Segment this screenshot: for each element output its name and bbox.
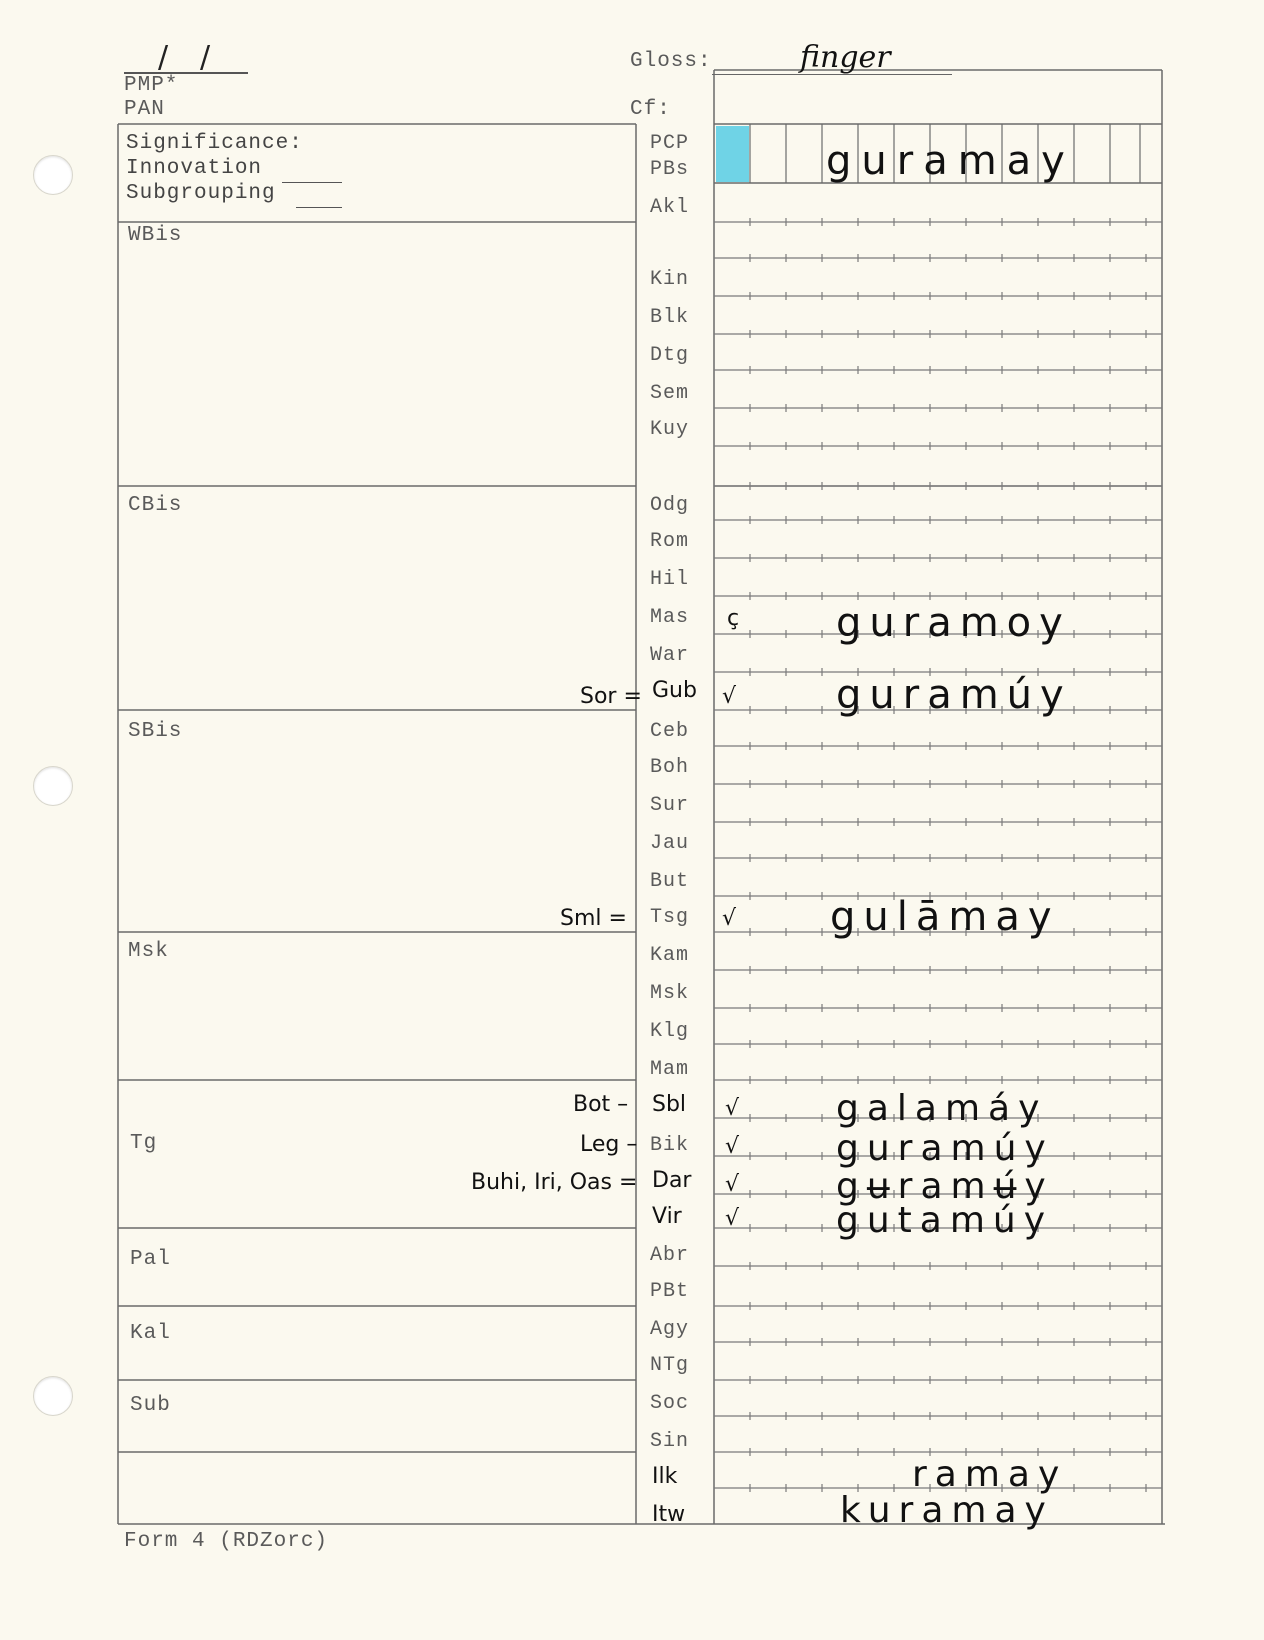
lang-code-pcp: PCP [650, 132, 690, 155]
lang-code-pbs: PBs [650, 158, 690, 181]
check-mas: ç [727, 606, 740, 631]
lang-code-odg: Odg [650, 494, 690, 517]
group-wbis: WBis [128, 224, 183, 247]
lang-code-mas: Mas [650, 606, 690, 629]
lang-code-kuy: Kuy [650, 418, 690, 441]
lang-code-itw: Itw [652, 1502, 686, 1527]
lang-code-blk: Blk [650, 306, 690, 329]
pan-label: PAN [124, 98, 165, 121]
innovation-blank [282, 182, 342, 183]
form-sbl: galamáy [836, 1088, 1048, 1129]
lang-code-dar: Dar [652, 1168, 692, 1193]
lang-code-klg: Klg [650, 1020, 690, 1043]
form-pbs: guramay [826, 138, 1075, 184]
lang-code-sbl: Sbl [652, 1092, 687, 1117]
gloss-label: Gloss: [630, 50, 712, 73]
date-mark-2: / [200, 40, 211, 75]
group-pal: Pal [130, 1248, 171, 1271]
date-mark-1: / [158, 40, 169, 75]
subgrouping-label: Subgrouping [126, 182, 276, 205]
annotation-bot: Bot – [573, 1092, 629, 1117]
innovation-label: Innovation [126, 157, 263, 180]
form-mas: guramoy [836, 600, 1071, 646]
form-ilk: ramay [912, 1454, 1068, 1495]
form-footer-label: Form 4 (RDZorc) [124, 1530, 329, 1553]
annotation-sor: Sor = [580, 684, 642, 709]
pcp-highlight [716, 126, 749, 182]
lang-code-kam: Kam [650, 944, 690, 967]
annotation-buhi: Buhi, Iri, Oas = [471, 1170, 638, 1195]
form-dar: gʉramʉ́y [836, 1166, 1054, 1207]
group-sbis: SBis [128, 720, 183, 743]
lang-code-rom: Rom [650, 530, 690, 553]
subgrouping-blank [296, 207, 342, 208]
lang-code-sem: Sem [650, 382, 690, 405]
lang-code-akl: Akl [650, 196, 690, 219]
check-dar: √ [725, 1172, 740, 1197]
lang-code-vir: Vir [652, 1204, 682, 1229]
check-gub: √ [722, 684, 737, 709]
form-gub: guramúy [836, 672, 1072, 718]
lang-code-dtg: Dtg [650, 344, 690, 367]
lang-code-ilk: Ilk [652, 1464, 678, 1489]
lang-code-boh: Boh [650, 756, 690, 779]
lang-code-but: But [650, 870, 690, 893]
lang-code-abr: Abr [650, 1244, 690, 1267]
check-bik: √ [725, 1134, 740, 1159]
check-tsg: √ [722, 906, 737, 931]
lang-code-sur: Sur [650, 794, 690, 817]
lang-code-jau: Jau [650, 832, 690, 855]
lang-code-soc: Soc [650, 1392, 690, 1415]
lang-code-ntg: NTg [650, 1354, 690, 1377]
group-tg: Tg [130, 1132, 158, 1155]
cf-label: Cf: [630, 98, 671, 121]
check-sbl: √ [725, 1096, 740, 1121]
form-bik: guramúy [836, 1128, 1054, 1169]
group-kal: Kal [130, 1322, 171, 1345]
lang-code-war: War [650, 644, 690, 667]
annotation-sml: Sml = [560, 906, 627, 931]
lang-code-pbt: PBt [650, 1280, 690, 1303]
form-tsg: gulāmay [830, 894, 1060, 940]
form-vir: gutamúy [836, 1200, 1054, 1241]
lang-code-sin: Sin [650, 1430, 690, 1453]
lang-code-tsg: Tsg [650, 906, 690, 929]
lang-code-ceb: Ceb [650, 720, 690, 743]
significance-title: Significance: [126, 132, 303, 155]
annotation-leg: Leg – [580, 1132, 638, 1157]
group-cbis: CBis [128, 494, 183, 517]
form-itw: kuramay [840, 1490, 1054, 1531]
lang-code-gub: Gub [652, 678, 697, 703]
lang-code-hil: Hil [650, 568, 690, 591]
lang-code-msk: Msk [650, 982, 690, 1005]
lang-code-kin: Kin [650, 268, 690, 291]
pmp-label: PMP* [124, 74, 179, 97]
group-sub: Sub [130, 1394, 171, 1417]
check-vir: √ [725, 1206, 740, 1231]
lang-code-mam: Mam [650, 1058, 690, 1081]
gloss-value: finger [800, 40, 891, 75]
lang-code-agy: Agy [650, 1318, 690, 1341]
lang-code-bik: Bik [650, 1134, 690, 1157]
group-msk: Msk [128, 940, 169, 963]
